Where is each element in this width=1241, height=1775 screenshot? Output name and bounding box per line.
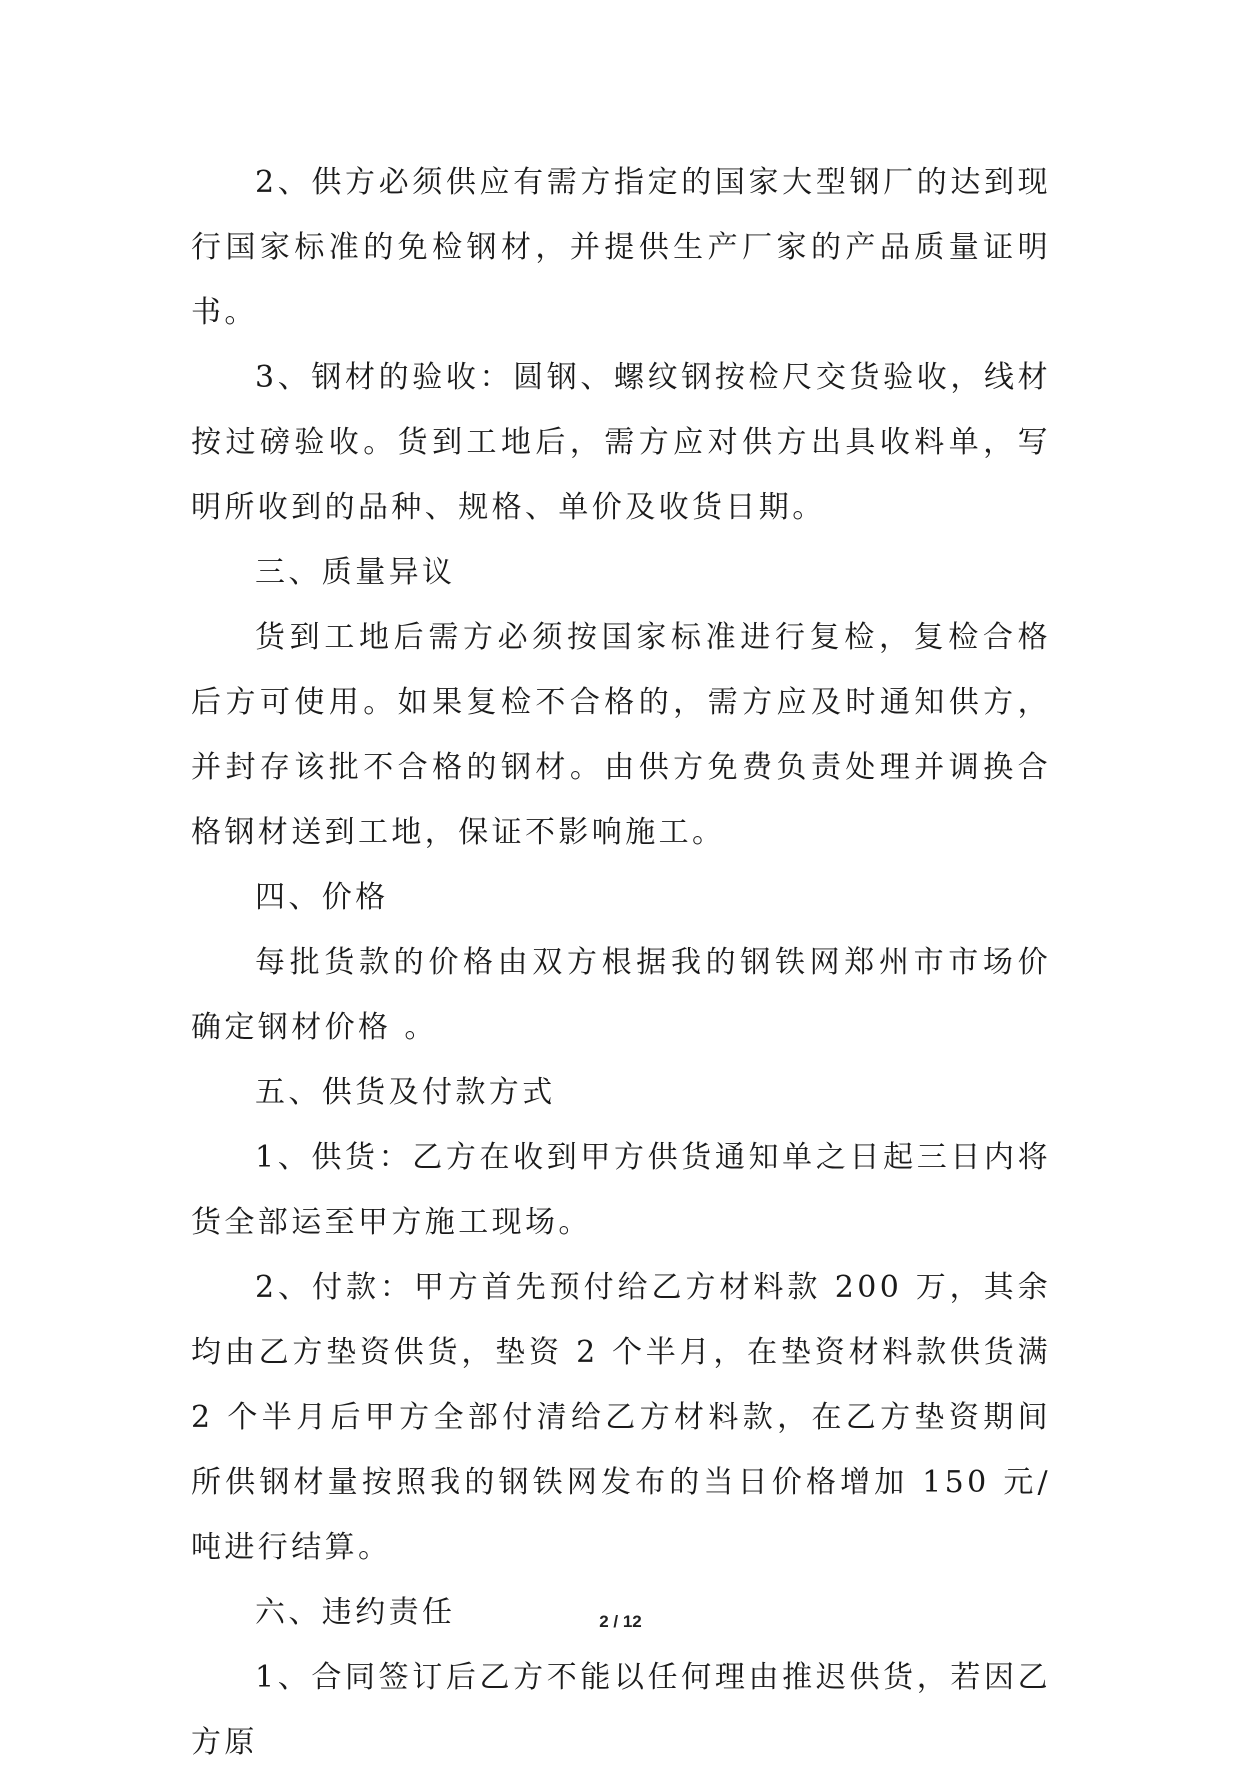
paragraph-liability-1: 1、合同签订后乙方不能以任何理由推迟供货，若因乙方原 [191, 1660, 1051, 1760]
section-heading-liability: 六、违约责任 [255, 1595, 456, 1630]
paragraph-quality-supply: 2、供方必须供应有需方指定的国家大型钢厂的达到现行国家标准的免检钢材，并提供生产厂家的产品质量证明书。 [191, 165, 1051, 330]
paragraph-price: 每批货款的价格由双方根据我的钢铁网郑州市市场价确定钢材价格 。 [191, 945, 1051, 1045]
section-heading-supply-payment: 五、供货及付款方式 [255, 1075, 556, 1110]
document-body [191, 150, 1064, 1775]
paragraph-payment: 2、付款：甲方首先预付给乙方材料款 200 万，其余均由乙方垫资供货，垫资 2 个半月，在垫资材料款供货满 2 个半月后甲方全部付清给乙方材料款，在乙方垫资期间所供钢材量按照我的钢铁网发布的当日价格增加 150 元/吨进行结算。 [191, 1270, 1064, 1565]
paragraph-steel-acceptance: 3、钢材的验收：圆钢、螺纹钢按检尺交货验收，线材按过磅验收。货到工地后，需方应对供方出具收料单，写明所收到的品种、规格、单价及收货日期。 [191, 360, 1051, 525]
section-heading-quality-objection: 三、质量异议 [255, 555, 456, 590]
page-number: 2 / 12 [599, 1612, 642, 1631]
section-heading-price: 四、价格 [255, 880, 389, 915]
paragraph-supply: 1、供货：乙方在收到甲方供货通知单之日起三日内将货全部运至甲方施工现场。 [191, 1140, 1051, 1240]
paragraph-quality-recheck: 货到工地后需方必须按国家标准进行复检，复检合格后方可使用。如果复检不合格的，需方应及时通知供方，并封存该批不合格的钢材。由供方免费负责处理并调换合格钢材送到工地，保证不影响施工。 [191, 620, 1051, 850]
